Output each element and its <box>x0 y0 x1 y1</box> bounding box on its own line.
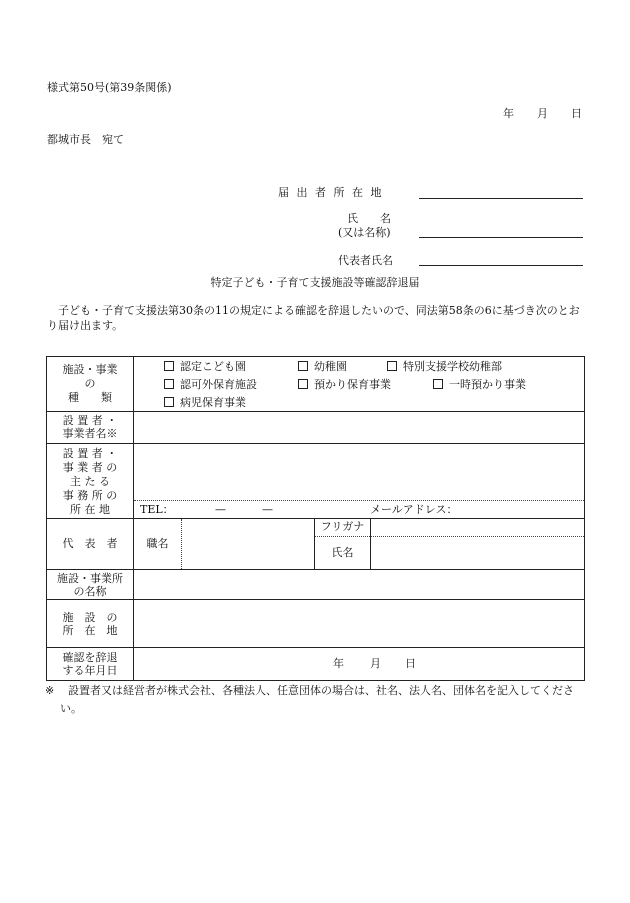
furigana-field[interactable] <box>371 519 584 536</box>
founder-name-field[interactable] <box>134 412 584 443</box>
checkbox-icon <box>164 361 174 371</box>
rep-name-field[interactable] <box>371 537 584 569</box>
notifier-rep-label: 代表者氏名 <box>338 254 393 267</box>
document-body: 子ども・子育て支援法第30条の11の規定による確認を辞退したいので、同法第58条の6に基づき次のとおり届け出ます。 <box>47 304 580 332</box>
notifier-address-label: 届 出 者 所 在 地 <box>278 186 384 199</box>
facility-type-label: 施設・事業 の 種 類 <box>62 363 118 404</box>
tel-label: TEL： <box>140 503 174 516</box>
withdraw-month-label: 月 <box>370 657 381 670</box>
checkbox-icon <box>164 379 174 389</box>
checkbox-icon <box>298 361 308 371</box>
notifier-rep-field[interactable] <box>419 265 583 266</box>
title-field[interactable] <box>182 519 314 569</box>
checkbox-icon <box>387 361 397 371</box>
rep-name-label: 氏名 <box>331 546 354 559</box>
option-nintei-kodomoen[interactable]: 認定こども園 <box>164 360 246 374</box>
checkbox-icon <box>298 379 308 389</box>
withdraw-date-label: 確認を辞退 する年月日 <box>62 651 118 677</box>
footnote-text: 設置者又は経営者が株式会社、各種法人、任意団体の場合は、社名、法人名、団体名を記入してください。 <box>60 684 574 715</box>
notifier-name-label: 氏 名 <box>347 212 391 225</box>
facility-name-field[interactable] <box>134 570 584 599</box>
date-month-label: 月 <box>537 107 548 120</box>
facility-name-label: 施設・事業所 の名称 <box>57 572 123 598</box>
notifier-address-field[interactable] <box>419 198 583 199</box>
founder-name-label: 設 置 者 ・ 事業者名※ <box>62 414 118 440</box>
withdraw-day-label: 日 <box>405 657 416 670</box>
notifier-name-field[interactable] <box>419 237 583 238</box>
withdraw-year-label: 年 <box>333 657 344 670</box>
checkbox-icon <box>164 397 174 407</box>
email-label: メールアドレス： <box>370 503 458 516</box>
form-number: 様式第50号(第39条関係) <box>47 81 172 94</box>
date-year-label: 年 <box>503 107 514 120</box>
founder-address-label: 設 置 者 ・ 事 業 者 の 主 た る 事 務 所 の 所 在 地 <box>62 447 118 516</box>
option-tokubetsu-shien[interactable]: 特別支援学校幼稚部 <box>387 360 502 374</box>
option-byouji-hoiku[interactable]: 病児保育事業 <box>164 396 246 410</box>
facility-address-field[interactable] <box>134 600 584 647</box>
option-azukari-hoiku[interactable]: 預かり保育事業 <box>298 378 391 392</box>
tel-dash-2: — <box>262 503 273 516</box>
title-label: 職名 <box>146 537 169 550</box>
option-yochien[interactable]: 幼稚園 <box>298 360 347 374</box>
founder-address-field[interactable] <box>134 444 584 500</box>
representative-label: 代 表 者 <box>62 537 118 550</box>
addressee: 都城市長 宛て <box>47 133 124 146</box>
notifier-name-sub-label: (又は名称) <box>338 226 391 239</box>
checkbox-icon <box>433 379 443 389</box>
option-ichiji-azukari[interactable]: 一時預かり事業 <box>433 378 526 392</box>
facility-address-label: 施 設 の 所 在 地 <box>62 611 118 637</box>
furigana-label: フリガナ <box>320 520 365 533</box>
date-day-label: 日 <box>571 107 582 120</box>
option-ninkagai[interactable]: 認可外保育施設 <box>164 378 257 392</box>
footnote-mark: ※ <box>45 684 55 697</box>
document-title: 特定子ども・子育て支援施設等確認辞退届 <box>210 276 420 289</box>
tel-dash-1: — <box>215 503 226 516</box>
